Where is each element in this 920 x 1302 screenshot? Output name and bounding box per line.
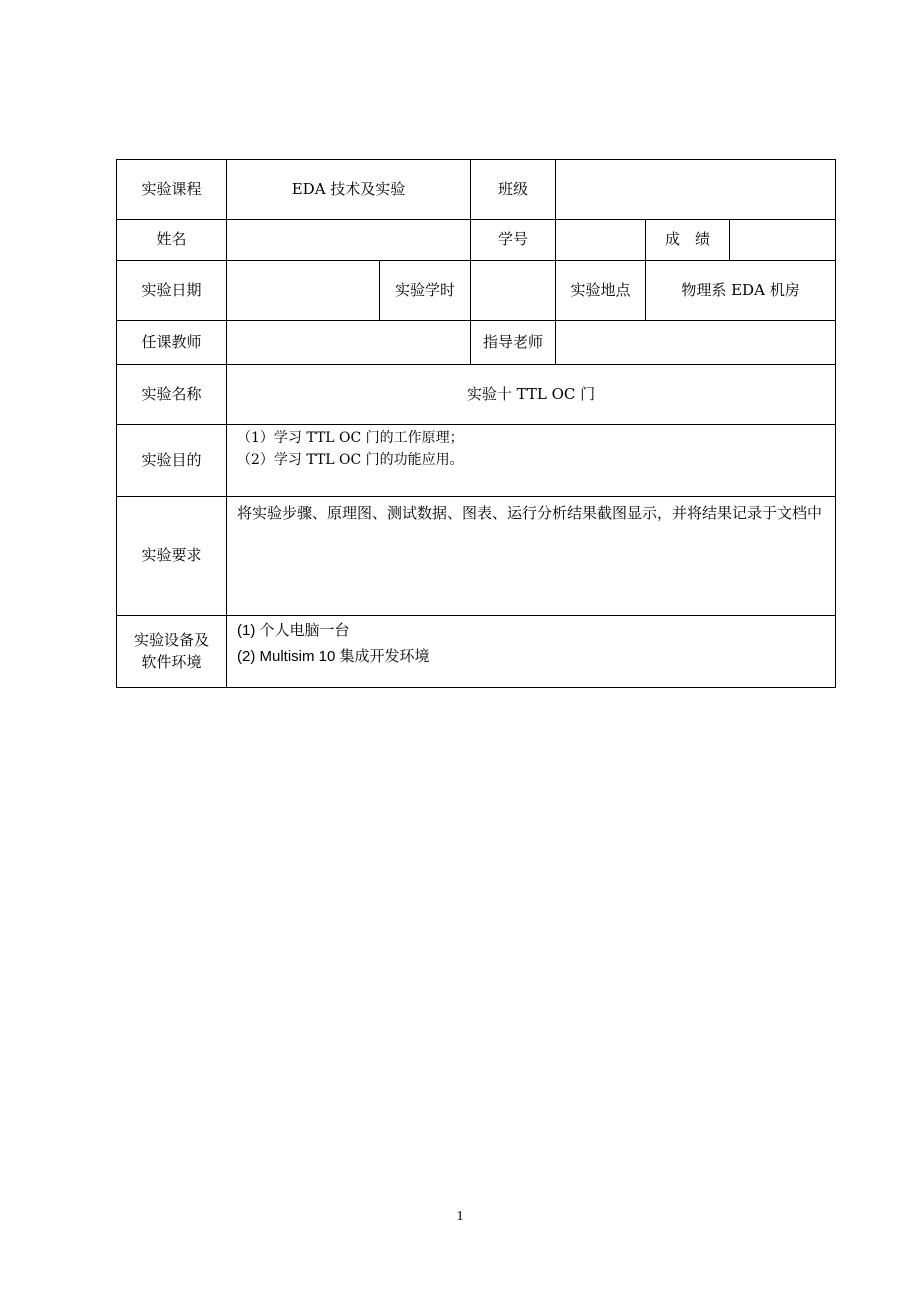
course-label: 实验课程 bbox=[117, 160, 227, 220]
class-value[interactable] bbox=[556, 160, 836, 220]
row-requirements bbox=[117, 497, 836, 616]
requirements-value[interactable] bbox=[227, 497, 836, 616]
equipment-label-line1: 实验设备及 bbox=[133, 630, 209, 649]
exp-name-label: 实验名称 bbox=[117, 365, 227, 425]
requirements-label: 实验要求 bbox=[117, 497, 227, 616]
equipment-item: (2) Multisim 10 集成开发环境 bbox=[237, 648, 430, 665]
student-id-label: 学号 bbox=[471, 220, 556, 261]
date-label: 实验日期 bbox=[117, 261, 227, 321]
name-label: 姓名 bbox=[117, 220, 227, 261]
row-name bbox=[117, 220, 836, 261]
date-value[interactable] bbox=[227, 261, 380, 321]
location-label: 实验地点 bbox=[556, 261, 646, 321]
row-course bbox=[117, 160, 836, 220]
row-teacher bbox=[117, 321, 836, 365]
hours-value[interactable] bbox=[471, 261, 556, 321]
equipment-label bbox=[117, 616, 227, 688]
equipment-item: (1) 个人电脑一台 bbox=[237, 622, 350, 639]
hours-label: 实验学时 bbox=[380, 261, 471, 321]
student-id-value[interactable] bbox=[556, 220, 646, 261]
class-label: 班级 bbox=[471, 160, 556, 220]
purpose-item: （1）学习 TTL OC 门的工作原理； bbox=[237, 430, 464, 446]
row-experiment-name bbox=[117, 365, 836, 425]
course-value[interactable]: EDA 技术及实验 bbox=[227, 160, 471, 220]
row-date bbox=[117, 261, 836, 321]
exp-name-value[interactable]: 实验十 TTL OC 门 bbox=[227, 365, 836, 425]
row-equipment bbox=[117, 616, 836, 688]
teacher-label: 任课教师 bbox=[117, 321, 227, 365]
location-value[interactable]: 物理系 EDA 机房 bbox=[646, 261, 836, 321]
purpose-item: （2）学习 TTL OC 门的功能应用。 bbox=[237, 452, 464, 468]
purpose-value[interactable] bbox=[227, 425, 836, 497]
teacher-value[interactable] bbox=[227, 321, 471, 365]
page-number: 1 bbox=[456, 1209, 464, 1224]
score-value[interactable] bbox=[730, 220, 836, 261]
requirements-text: 将实验步骤、原理图、测试数据、图表、运行分析结果截图显示，并将结果记录于文档中 bbox=[237, 504, 823, 522]
row-purpose bbox=[117, 425, 836, 497]
experiment-report-form bbox=[116, 159, 836, 688]
advisor-value[interactable] bbox=[556, 321, 836, 365]
advisor-label: 指导老师 bbox=[471, 321, 556, 365]
score-label: 成 绩 bbox=[646, 220, 730, 261]
equipment-label-line2: 软件环境 bbox=[141, 652, 202, 671]
equipment-value[interactable] bbox=[227, 616, 836, 688]
name-value[interactable] bbox=[227, 220, 471, 261]
purpose-label: 实验目的 bbox=[117, 425, 227, 497]
